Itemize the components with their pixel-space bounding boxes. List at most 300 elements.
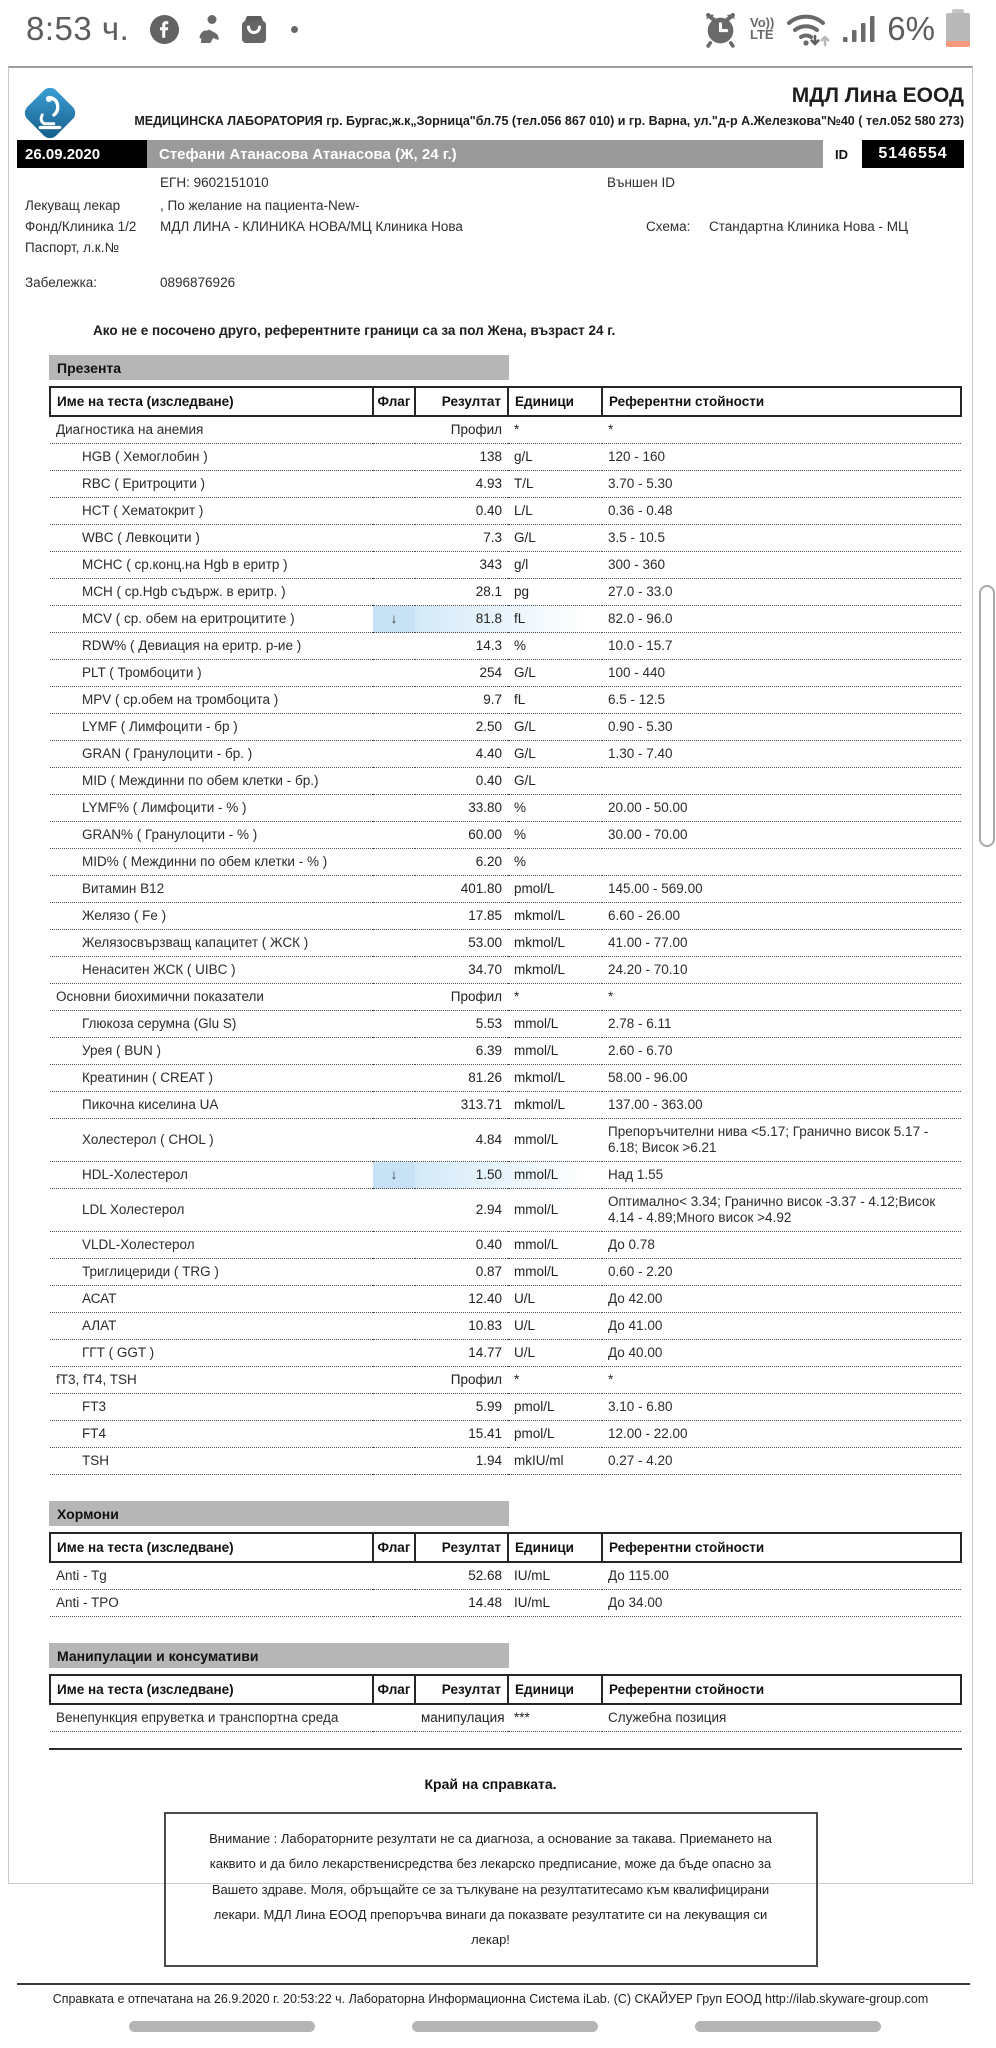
units-cell: mkmol/L xyxy=(508,903,602,930)
reference-cell: 20.00 - 50.00 xyxy=(602,795,961,822)
test-name-cell: Желязосвързващ капацитет ( ЖСК ) xyxy=(50,930,373,957)
result-cell: 0.40 xyxy=(415,498,508,525)
flag-cell xyxy=(373,416,415,444)
fund-value: МДЛ ЛИНА - КЛИНИКА НОВА/МЦ Клиника Нова xyxy=(160,219,463,234)
units-cell: mkmol/L xyxy=(508,957,602,984)
units-cell: G/L xyxy=(508,741,602,768)
result-cell: 254 xyxy=(415,660,508,687)
passport-label: Паспорт, л.к.№ xyxy=(25,240,119,255)
result-cell: 4.93 xyxy=(415,471,508,498)
units-cell: G/L xyxy=(508,768,602,795)
reference-cell: 2.60 - 6.70 xyxy=(602,1038,961,1065)
table-row xyxy=(50,1421,961,1448)
reference-cell: 6.5 - 12.5 xyxy=(602,687,961,714)
flag-cell xyxy=(373,498,415,525)
alarm-clock-icon xyxy=(702,11,739,48)
flag-cell xyxy=(373,822,415,849)
test-name-cell: Креатинин ( CREAT ) xyxy=(50,1065,373,1092)
flag-cell xyxy=(373,1011,415,1038)
table-row xyxy=(50,876,961,903)
test-name-cell: Глюкоза серумна (Glu S) xyxy=(50,1011,373,1038)
result-cell: 343 xyxy=(415,552,508,579)
flag-cell xyxy=(373,876,415,903)
table-row xyxy=(50,1448,961,1475)
reference-cell: 6.60 - 26.00 xyxy=(602,903,961,930)
reference-cell: 100 - 440 xyxy=(602,660,961,687)
flag-cell xyxy=(373,714,415,741)
table-row xyxy=(50,1119,961,1162)
result-cell: 4.84 xyxy=(415,1119,508,1162)
table-row xyxy=(50,768,961,795)
reference-cell: 3.70 - 5.30 xyxy=(602,471,961,498)
table-row xyxy=(50,498,961,525)
reference-note: Ако не е посочено друго, референтните граници са за пол Жена, възраст 24 г. xyxy=(93,323,616,338)
flag-cell xyxy=(373,660,415,687)
test-name-cell: FT4 xyxy=(50,1421,373,1448)
status-bar xyxy=(0,0,996,58)
test-name-cell: VLDL-Холестерол xyxy=(50,1232,373,1259)
result-cell: 60.00 xyxy=(415,822,508,849)
more-notifications-dot xyxy=(291,26,298,33)
table-row xyxy=(50,1092,961,1119)
result-cell: 81.8 xyxy=(415,606,508,633)
units-cell: g/l xyxy=(508,552,602,579)
doctor-label: Лекуващ лекар xyxy=(25,198,121,213)
units-cell: IU/mL xyxy=(508,1562,602,1590)
flag-cell xyxy=(373,687,415,714)
result-cell: 0.40 xyxy=(415,1232,508,1259)
flag-cell xyxy=(373,1092,415,1119)
table-row xyxy=(50,903,961,930)
doctor-row xyxy=(17,198,964,219)
reference-cell: 0.90 - 5.30 xyxy=(602,714,961,741)
units-cell: fL xyxy=(508,687,602,714)
units-cell: IU/mL xyxy=(508,1590,602,1617)
table-row xyxy=(50,930,961,957)
flag-cell xyxy=(373,1367,415,1394)
result-cell: 10.83 xyxy=(415,1313,508,1340)
reference-cell: 82.0 - 96.0 xyxy=(602,606,961,633)
lab-logo xyxy=(19,82,81,144)
units-cell: *** xyxy=(508,1704,602,1732)
fund-row xyxy=(17,219,964,240)
lab-report-page xyxy=(8,66,973,2006)
remark-value: 0896876926 xyxy=(160,275,236,290)
table-row xyxy=(50,822,961,849)
units-cell: pmol/L xyxy=(508,1421,602,1448)
units-cell: G/L xyxy=(508,525,602,552)
table-row xyxy=(50,471,961,498)
units-cell: g/L xyxy=(508,444,602,471)
units-cell: pg xyxy=(508,579,602,606)
reference-cell: Служебна позиция xyxy=(602,1704,961,1732)
column-header: Референтни стойности xyxy=(602,1533,961,1562)
flag-cell xyxy=(373,849,415,876)
flag-cell xyxy=(373,1259,415,1286)
result-cell: 12.40 xyxy=(415,1286,508,1313)
reference-cell: 145.00 - 569.00 xyxy=(602,876,961,903)
remark-label: Забележка: xyxy=(25,275,98,290)
passport-row xyxy=(17,240,964,266)
flag-cell xyxy=(373,984,415,1011)
result-cell: 4.40 xyxy=(415,741,508,768)
flag-cell: ↓ xyxy=(373,1162,415,1189)
reference-cell: 2.78 - 6.11 xyxy=(602,1011,961,1038)
column-header: Флаг xyxy=(373,387,415,416)
notification-icons xyxy=(149,13,298,45)
column-header: Флаг xyxy=(373,1533,415,1562)
reference-cell: 41.00 - 77.00 xyxy=(602,930,961,957)
table-row xyxy=(50,714,961,741)
units-cell: % xyxy=(508,849,602,876)
flag-cell xyxy=(373,1340,415,1367)
column-header: Резултат xyxy=(415,387,508,416)
table-row xyxy=(50,1286,961,1313)
gesture-hint-bar-left[interactable] xyxy=(129,2021,315,2032)
result-cell: 5.99 xyxy=(415,1394,508,1421)
result-cell: 53.00 xyxy=(415,930,508,957)
units-cell: % xyxy=(508,822,602,849)
battery-fill xyxy=(946,41,970,47)
warning-box: Внимание : Лабораторните резултати не са диагноза, а основание за такава. Приемането на каквито и да било лекарственисредства без лекарско предписание, може да бъде опасно за Вашето здраве. Моля, обръщайте се за тълкуване на резултатитесамо към квалифицирани лекари. МДЛ Лина ЕООД препоръчва винаги да показвате резултатите си на лекуващия си лекар! xyxy=(164,1812,818,1967)
units-cell: mmol/L xyxy=(508,1189,602,1232)
result-cell: 14.3 xyxy=(415,633,508,660)
flag-cell xyxy=(373,930,415,957)
patient-id-number: 5146554 xyxy=(862,140,964,168)
test-name-cell: LYMF% ( Лимфоцити - % ) xyxy=(50,795,373,822)
units-cell: U/L xyxy=(508,1340,602,1367)
result-cell: 14.77 xyxy=(415,1340,508,1367)
flag-cell xyxy=(373,1038,415,1065)
result-cell: 52.68 xyxy=(415,1562,508,1590)
wifi-icon xyxy=(785,10,831,48)
reference-cell: 24.20 - 70.10 xyxy=(602,957,961,984)
test-name-cell: GRAN% ( Гранулоцити - % ) xyxy=(50,822,373,849)
units-cell: L/L xyxy=(508,498,602,525)
table-row xyxy=(50,1394,961,1421)
units-cell: pmol/L xyxy=(508,1394,602,1421)
patient-egn: ЕГН: 9602151010 xyxy=(160,175,269,190)
volte-bottom: LTE xyxy=(749,27,774,42)
flag-cell xyxy=(373,444,415,471)
table-row xyxy=(50,795,961,822)
clock-time: 8:53 ч. xyxy=(26,10,130,47)
test-name-cell: MCH ( ср.Hgb съдърж. в еритр. ) xyxy=(50,579,373,606)
report-sections xyxy=(49,355,962,1750)
flag-cell xyxy=(373,1421,415,1448)
gesture-hint-bar-center[interactable] xyxy=(412,2021,598,2032)
result-cell: 9.7 xyxy=(415,687,508,714)
flag-cell xyxy=(373,1286,415,1313)
reference-cell: Над 1.55 xyxy=(602,1162,961,1189)
units-cell: * xyxy=(508,1367,602,1394)
table-row xyxy=(50,606,961,633)
test-name-cell: PLT ( Тромбоцити ) xyxy=(50,660,373,687)
column-header: Референтни стойности xyxy=(602,1675,961,1704)
table-row xyxy=(50,444,961,471)
reference-cell: 27.0 - 33.0 xyxy=(602,579,961,606)
reference-cell: 1.30 - 7.40 xyxy=(602,741,961,768)
table-row xyxy=(50,1189,961,1232)
flag-cell xyxy=(373,1313,415,1340)
test-name-cell: Основни биохимични показатели xyxy=(50,984,373,1011)
test-name-cell: Anti - Tg xyxy=(50,1562,373,1590)
units-cell: * xyxy=(508,416,602,444)
table-row xyxy=(50,1259,961,1286)
table-row xyxy=(50,984,961,1011)
result-cell: 28.1 xyxy=(415,579,508,606)
battery-icon xyxy=(946,9,970,49)
table-row xyxy=(50,525,961,552)
test-name-cell: Витамин B12 xyxy=(50,876,373,903)
table-row xyxy=(50,1340,961,1367)
column-header: Единици xyxy=(508,1533,602,1562)
column-header: Име на теста (изследване) xyxy=(50,387,373,416)
table-row xyxy=(50,1011,961,1038)
test-name-cell: Холестерол ( CHOL ) xyxy=(50,1119,373,1162)
test-name-cell: Пикочна киселина UA xyxy=(50,1092,373,1119)
result-cell: 6.20 xyxy=(415,849,508,876)
test-name-cell: Диагностика на анемия xyxy=(50,416,373,444)
flag-cell: ↓ xyxy=(373,606,415,633)
reference-cell: 3.5 - 10.5 xyxy=(602,525,961,552)
test-name-cell: HDL-Холестерол xyxy=(50,1162,373,1189)
reference-cell: 12.00 - 22.00 xyxy=(602,1421,961,1448)
id-label: ID xyxy=(835,146,848,162)
column-header: Единици xyxy=(508,1675,602,1704)
result-cell: 14.48 xyxy=(415,1590,508,1617)
table-row xyxy=(50,1367,961,1394)
test-name-cell: MPV ( ср.обем на тромбоцита ) xyxy=(50,687,373,714)
test-name-cell: MID% ( Междинни по обем клетки - % ) xyxy=(50,849,373,876)
table-header xyxy=(50,1675,961,1704)
reference-cell: 30.00 - 70.00 xyxy=(602,822,961,849)
table-row xyxy=(50,660,961,687)
result-cell: 33.80 xyxy=(415,795,508,822)
test-name-cell: АСАТ xyxy=(50,1286,373,1313)
table-row xyxy=(50,687,961,714)
result-cell: манипулация xyxy=(415,1704,508,1732)
patient-id-bar xyxy=(17,140,964,168)
column-header: Единици xyxy=(508,387,602,416)
reference-cell: * xyxy=(602,416,961,444)
flag-cell xyxy=(373,1394,415,1421)
result-cell: 138 xyxy=(415,444,508,471)
section-title: Презента xyxy=(49,355,509,380)
end-of-report-text: Край на справката. xyxy=(424,1776,557,1792)
result-cell: 17.85 xyxy=(415,903,508,930)
reference-cell: Препоръчителни нива <5.17; Гранично висок 5.17 - 6.18; Висок >6.21 xyxy=(602,1119,961,1162)
result-cell: 15.41 xyxy=(415,1421,508,1448)
table-row xyxy=(50,579,961,606)
signal-strength-icon xyxy=(842,11,876,47)
test-name-cell: fT3, fT4, TSH xyxy=(50,1367,373,1394)
lab-name: МДЛ Лина ЕООД xyxy=(791,84,964,107)
person-app-icon xyxy=(195,14,223,45)
units-cell: mmol/L xyxy=(508,1011,602,1038)
reference-cell: 0.60 - 2.20 xyxy=(602,1259,961,1286)
section-title: Хормони xyxy=(49,1501,509,1526)
column-header: Резултат xyxy=(415,1533,508,1562)
reference-cell: 0.27 - 4.20 xyxy=(602,1448,961,1475)
test-name-cell: ГГТ ( GGT ) xyxy=(50,1340,373,1367)
result-cell: 0.87 xyxy=(415,1259,508,1286)
scrollbar-thumb[interactable] xyxy=(979,585,995,847)
table-row xyxy=(50,1038,961,1065)
reference-cell: 0.36 - 0.48 xyxy=(602,498,961,525)
result-cell: 34.70 xyxy=(415,957,508,984)
units-cell: mkmol/L xyxy=(508,930,602,957)
battery-percent: 6% xyxy=(887,10,935,47)
test-name-cell: RDW% ( Девиация на еритр. р-ие ) xyxy=(50,633,373,660)
test-name-cell: Триглицериди ( TRG ) xyxy=(50,1259,373,1286)
table-header-row xyxy=(50,1533,961,1562)
table-row xyxy=(50,1162,961,1189)
test-name-cell: RBC ( Еритроцити ) xyxy=(50,471,373,498)
flag-cell xyxy=(373,579,415,606)
units-cell: T/L xyxy=(508,471,602,498)
test-name-cell: MCV ( ср. обем на еритроцитите ) xyxy=(50,606,373,633)
volte-top: Vo)) xyxy=(749,15,775,30)
test-name-cell: HGB ( Хемоглобин ) xyxy=(50,444,373,471)
table-row xyxy=(50,552,961,579)
test-name-cell: GRAN ( Гранулоцити - бр. ) xyxy=(50,741,373,768)
reference-cell: До 34.00 xyxy=(602,1590,961,1617)
reference-cell: До 0.78 xyxy=(602,1232,961,1259)
reference-cell: 3.10 - 6.80 xyxy=(602,1394,961,1421)
doctor-value: , По желание на пациента-New- xyxy=(160,198,360,213)
scheme-label: Схема: xyxy=(646,219,691,234)
scheme-value: Стандартна Клиника Нова - МЦ xyxy=(709,219,908,234)
table-row xyxy=(50,416,961,444)
table-row xyxy=(50,957,961,984)
units-cell: pmol/L xyxy=(508,876,602,903)
footer-divider xyxy=(17,1983,970,1985)
units-cell: mkmol/L xyxy=(508,1065,602,1092)
reference-cell: До 40.00 xyxy=(602,1340,961,1367)
reference-cell: 300 - 360 xyxy=(602,552,961,579)
table-row xyxy=(50,1313,961,1340)
test-name-cell: Венепункция епруветка и транспортна среда xyxy=(50,1704,373,1732)
gesture-hint-bar-right[interactable] xyxy=(695,2021,881,2032)
test-name-cell: АЛАТ xyxy=(50,1313,373,1340)
reference-cell: До 41.00 xyxy=(602,1313,961,1340)
printed-info-line: Справката е отпечатана на 26.9.2020 г. 20:53:22 ч. Лабораторна Информационна Система iLab. (C) СКАЙУЕР Груп ЕООД http://ilab.skyware-group.com xyxy=(52,1991,929,2006)
units-cell: U/L xyxy=(508,1286,602,1313)
facebook-icon xyxy=(149,14,180,45)
flag-cell xyxy=(373,471,415,498)
test-name-cell: FT3 xyxy=(50,1394,373,1421)
flag-cell xyxy=(373,1065,415,1092)
flag-cell xyxy=(373,1119,415,1162)
units-cell: * xyxy=(508,984,602,1011)
result-cell: Профил xyxy=(415,416,508,444)
result-cell: 7.3 xyxy=(415,525,508,552)
flag-cell xyxy=(373,741,415,768)
result-cell: 2.94 xyxy=(415,1189,508,1232)
result-cell: 1.94 xyxy=(415,1448,508,1475)
table-row xyxy=(50,1590,961,1617)
reference-cell: * xyxy=(602,1367,961,1394)
result-cell: 1.50 xyxy=(415,1162,508,1189)
results-table xyxy=(49,1674,962,1732)
table-row xyxy=(50,741,961,768)
flag-cell xyxy=(373,1232,415,1259)
flag-cell xyxy=(373,525,415,552)
test-name-cell: Желязо ( Fe ) xyxy=(50,903,373,930)
result-cell: 81.26 xyxy=(415,1065,508,1092)
result-cell: 401.80 xyxy=(415,876,508,903)
units-cell: % xyxy=(508,795,602,822)
results-table xyxy=(49,1532,962,1617)
column-header: Име на теста (изследване) xyxy=(50,1675,373,1704)
flag-cell xyxy=(373,768,415,795)
table-row xyxy=(50,1232,961,1259)
fund-label: Фонд/Клиника 1/2 xyxy=(25,219,137,234)
test-name-cell: Урея ( BUN ) xyxy=(50,1038,373,1065)
table-row xyxy=(50,633,961,660)
flag-cell xyxy=(373,1448,415,1475)
flag-cell xyxy=(373,1590,415,1617)
column-header: Име на теста (изследване) xyxy=(50,1533,373,1562)
test-name-cell: TSH xyxy=(50,1448,373,1475)
units-cell: G/L xyxy=(508,660,602,687)
section-title: Манипулации и консумативи xyxy=(49,1643,509,1668)
table-header-row xyxy=(50,1675,961,1704)
report-header xyxy=(9,68,972,338)
external-id-label: Външен ID xyxy=(607,175,675,190)
system-icons xyxy=(702,9,970,49)
reference-cell xyxy=(602,768,961,795)
table-row xyxy=(50,1704,961,1732)
test-name-cell: HCT ( Хематокрит ) xyxy=(50,498,373,525)
test-name-cell: MID ( Междинни по обем клетки - бр.) xyxy=(50,768,373,795)
shopping-bag-icon xyxy=(238,13,270,45)
lab-address: МЕДИЦИНСКА ЛАБОРАТОРИЯ гр. Бургас,ж.к„Зорница"бл.75 (тел.056 867 010) и гр. Варна, ул."д-р А.Железкова"№40 ( тел.052 580 273) xyxy=(134,114,964,128)
reference-cell xyxy=(602,849,961,876)
flag-cell xyxy=(373,552,415,579)
units-cell: fL xyxy=(508,606,602,633)
reference-cell: 120 - 160 xyxy=(602,444,961,471)
table-row xyxy=(50,849,961,876)
units-cell: % xyxy=(508,633,602,660)
units-cell: U/L xyxy=(508,1313,602,1340)
egn-row xyxy=(17,175,964,198)
result-cell: 2.50 xyxy=(415,714,508,741)
result-cell: 0.40 xyxy=(415,768,508,795)
result-cell: 313.71 xyxy=(415,1092,508,1119)
reference-cell: 137.00 - 363.00 xyxy=(602,1092,961,1119)
test-name-cell: WBC ( Левкоцити ) xyxy=(50,525,373,552)
reference-cell: 58.00 - 96.00 xyxy=(602,1065,961,1092)
column-header: Резултат xyxy=(415,1675,508,1704)
units-cell: mmol/L xyxy=(508,1232,602,1259)
units-cell: mmol/L xyxy=(508,1162,602,1189)
flag-cell xyxy=(373,903,415,930)
results-table xyxy=(49,386,962,1475)
flag-cell xyxy=(373,957,415,984)
reference-cell: До 42.00 xyxy=(602,1286,961,1313)
units-cell: mmol/L xyxy=(508,1038,602,1065)
reference-cell: * xyxy=(602,984,961,1011)
flag-cell xyxy=(373,1189,415,1232)
patient-name: Стефани Атанасова Атанасова (Ж, 24 г.) xyxy=(147,140,823,168)
result-cell: 6.39 xyxy=(415,1038,508,1065)
report-end-line xyxy=(49,1732,962,1750)
units-cell: mmol/L xyxy=(508,1119,602,1162)
table-row xyxy=(50,1065,961,1092)
reference-cell: До 115.00 xyxy=(602,1562,961,1590)
